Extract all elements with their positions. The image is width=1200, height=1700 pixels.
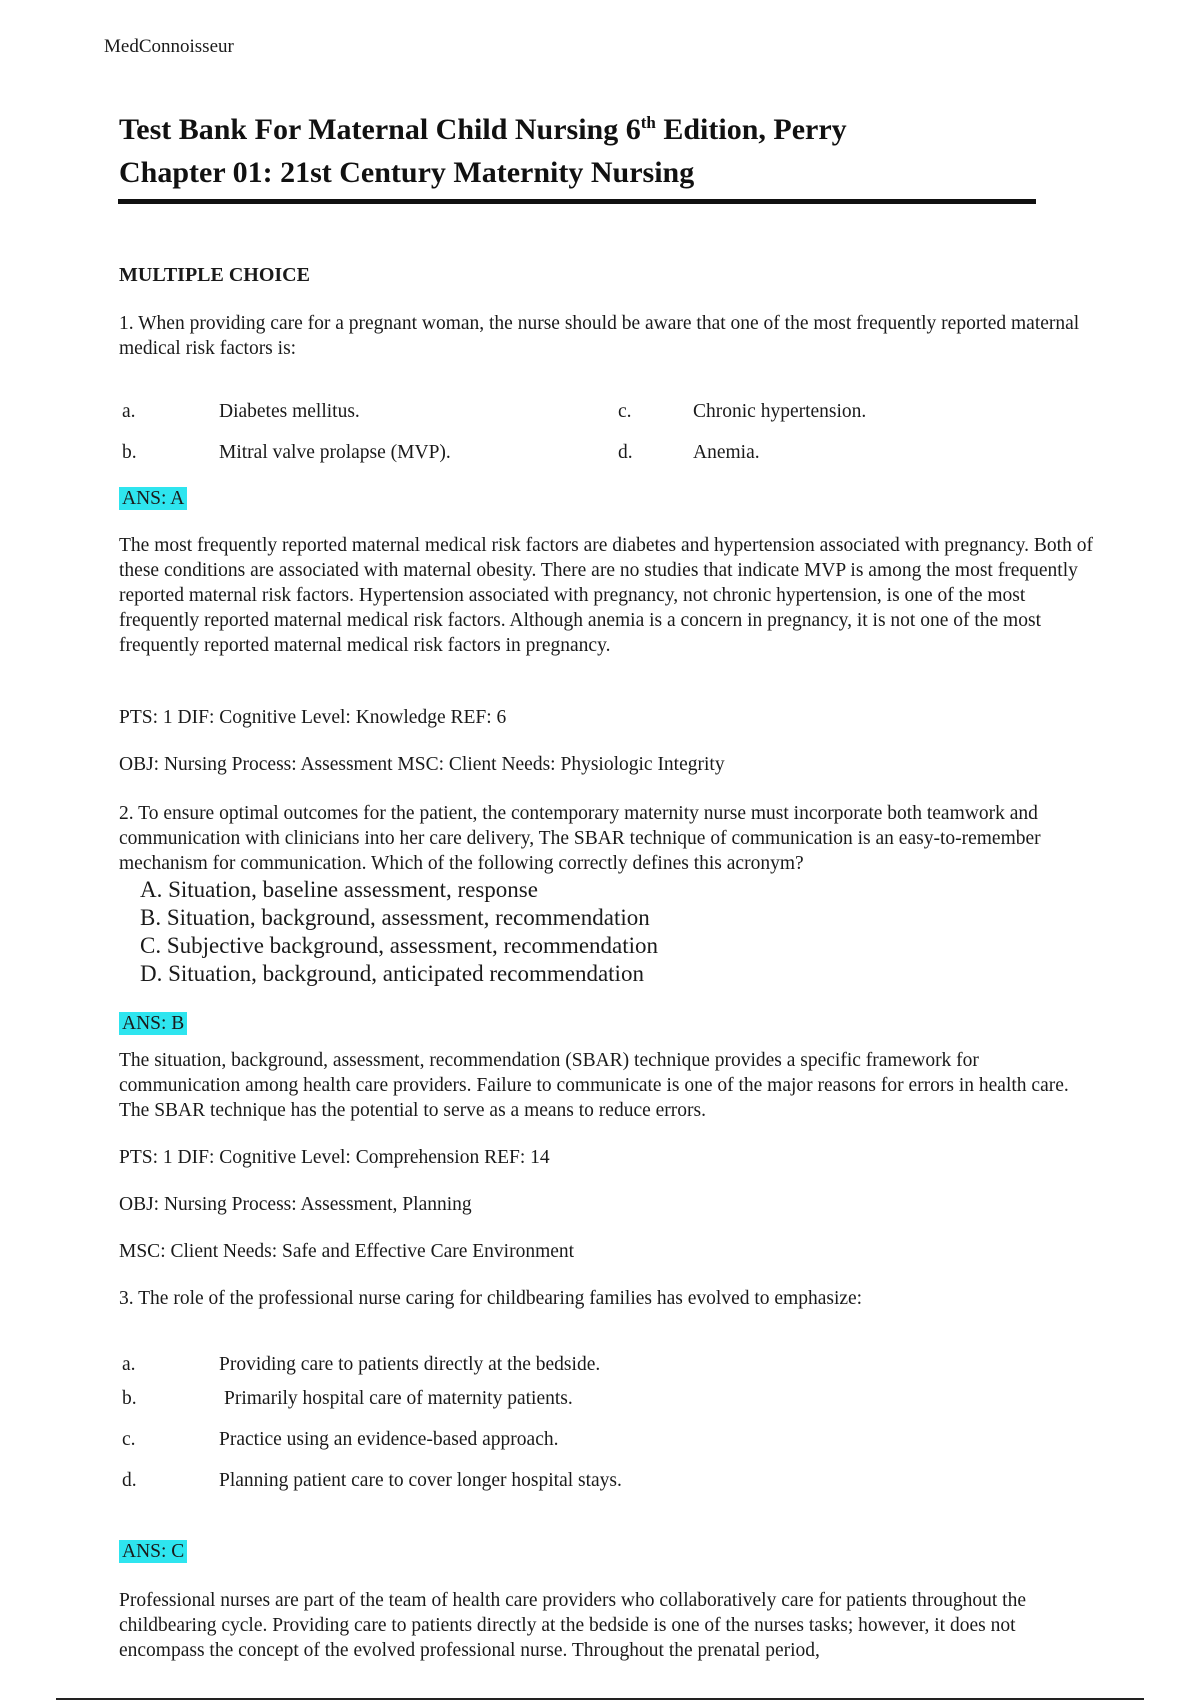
q2-option-b: B. Situation, background, assessment, recommendation [140,905,650,930]
q1-option-d-letter: d. [618,442,633,463]
q2-pts: PTS: 1 DIF: Cognitive Level: Comprehension REF: 14 [119,1147,550,1168]
q1-option-a-text: Diabetes mellitus. [219,401,360,422]
q1-rationale: The most frequently reported maternal medical risk factors are diabetes and hypertension associated with pregnancy. Both of these conditions are associated with maternal obesity. There are no studies that indicate MVP is among the most frequently reported maternal risk factors. Hypertension associated with pregnancy, not chronic hypertension, is one of the most frequently reported maternal medical risk factors. Although anemia is a concern in pregnancy, it is not one of the most frequently reported maternal medical risk factors in pregnancy. [119,535,1093,656]
chapter-title: Chapter 01: 21st Century Maternity Nursing [119,156,695,189]
title-line1-post: Edition, Perry [655,113,847,146]
q1-pts: PTS: 1 DIF: Cognitive Level: Knowledge REF: 6 [119,707,507,728]
q2-rationale: The situation, background, assessment, recommendation (SBAR) technique provides a specific framework for communication among health care providers. Failure to communicate is one of the major reasons for errors in health care. The SBAR technique has the potential to serve as a means to reduce errors. [119,1050,1069,1121]
q2-answer: ANS: B [119,1012,187,1035]
q1-option-a-letter: a. [122,401,136,422]
q3-answer-wrapper [119,1540,187,1564]
q1-answer-wrapper [119,487,187,511]
document-title [119,113,847,147]
q2-stem: 2. To ensure optimal outcomes for the patient, the contemporary maternity nurse must incorporate both teamwork and communication with clinicians into her care delivery, The SBAR technique of communication is an easy-to-remember mechanism for communication. Which of the following correctly defines this acronym? [119,803,1041,874]
q1-option-b-letter: b. [122,442,137,463]
q3-rationale: Professional nurses are part of the team of health care providers who collaboratively care for patients throughout the childbearing cycle. Providing care to patients directly at the bedside is one of the nurses tasks; however, it does not encompass the concept of the evolved professional nurse. Throughout the prenatal period, [119,1590,1026,1661]
title-line1-sup: th [640,113,656,132]
q1-answer: ANS: A [119,487,187,510]
title-rule [118,199,1036,204]
q1-stem: 1. When providing care for a pregnant woman, the nurse should be aware that one of the most frequently reported maternal medical risk factors is: [119,313,1080,359]
q1-obj: OBJ: Nursing Process: Assessment MSC: Client Needs: Physiologic Integrity [119,754,725,775]
section-heading: MULTIPLE CHOICE [119,264,310,286]
q3-option-d-letter: d. [122,1470,137,1491]
q3-answer: ANS: C [119,1540,187,1563]
q2-option-a: A. Situation, baseline assessment, response [140,877,538,902]
q2-options [140,876,658,988]
q1-option-d-text: Anemia. [693,442,760,463]
q3-option-b-letter: b. [122,1388,137,1409]
q3-option-d-text: Planning patient care to cover longer hospital stays. [219,1470,622,1491]
q1-option-b-text: Mitral valve prolapse (MVP). [219,442,451,463]
q1-option-c-text: Chronic hypertension. [693,401,867,422]
q3-option-c-text: Practice using an evidence-based approach. [219,1429,559,1450]
q3-option-b-text: Primarily hospital care of maternity patients. [224,1388,573,1409]
header-brand: MedConnoisseur [104,36,234,57]
q2-obj: OBJ: Nursing Process: Assessment, Planning [119,1194,472,1215]
q2-answer-wrapper [119,1012,187,1036]
q1-option-c-letter: c. [618,401,632,422]
q2-option-c: C. Subjective background, assessment, recommendation [140,933,659,958]
q2-option-d: D. Situation, background, anticipated recommendation [140,961,644,986]
q3-stem: 3. The role of the professional nurse caring for childbearing families has evolved to emphasize: [119,1288,863,1309]
q2-msc: MSC: Client Needs: Safe and Effective Care Environment [119,1241,575,1262]
title-line1-pre: Test Bank For Maternal Child Nursing 6 [119,113,641,146]
q3-option-a-text: Providing care to patients directly at the bedside. [219,1354,601,1375]
q3-option-c-letter: c. [122,1429,136,1450]
q3-option-a-letter: a. [122,1354,136,1375]
